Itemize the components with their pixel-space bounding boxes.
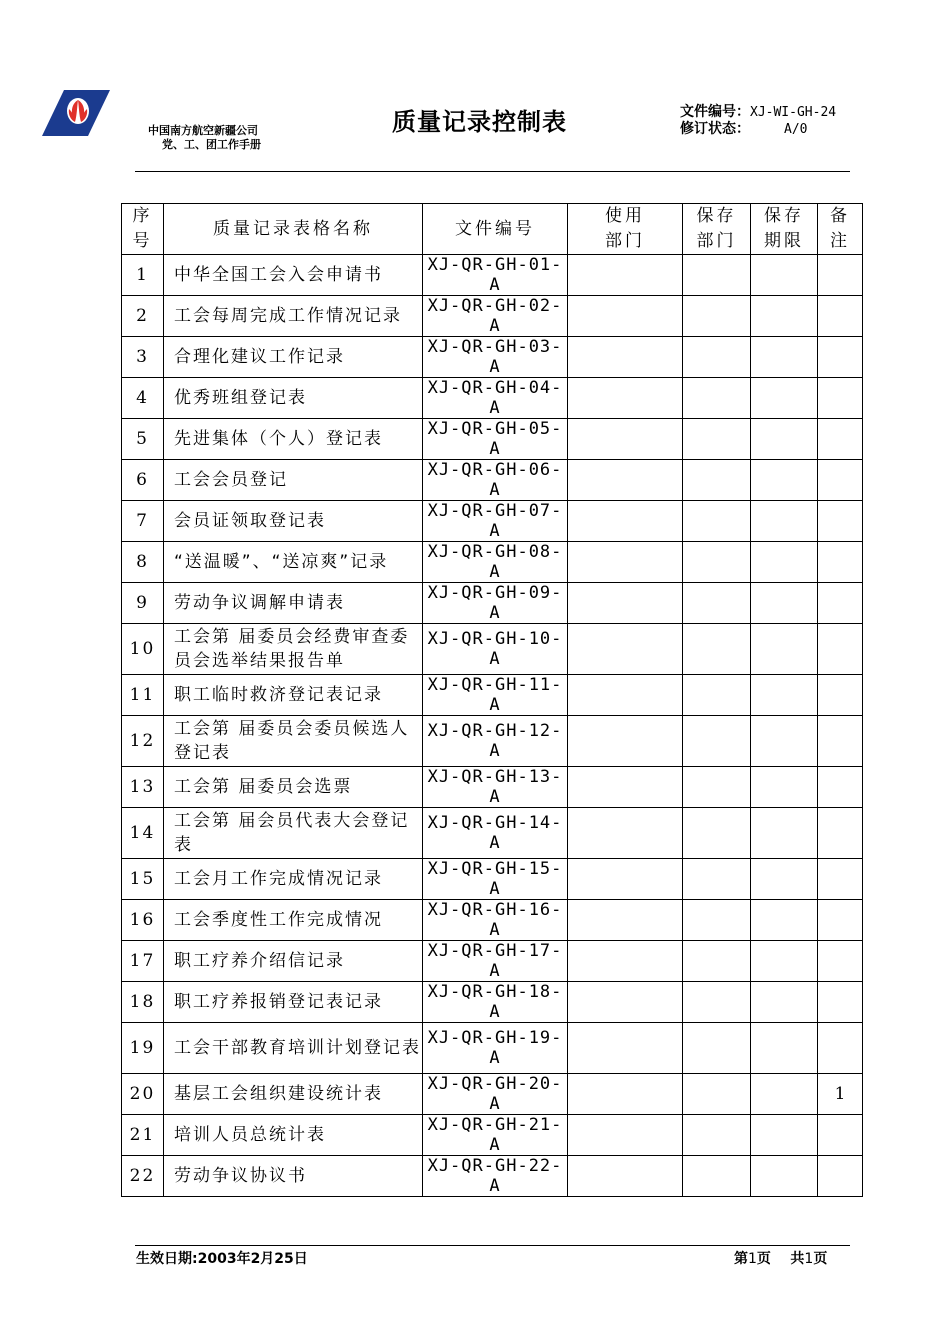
row-note (818, 767, 863, 808)
row-seq: 7 (122, 501, 164, 542)
row-use-dept (568, 378, 683, 419)
table-header-row (122, 204, 863, 255)
row-keep-period (751, 501, 818, 542)
row-keep-dept (683, 1115, 751, 1156)
row-seq: 11 (122, 675, 164, 716)
row-name: 工会第 届会员代表大会登记表 (164, 808, 423, 859)
doc-no-label: 文件编号： (680, 104, 750, 120)
header-divider (135, 171, 850, 172)
footer-divider (135, 1245, 850, 1246)
row-note (818, 716, 863, 767)
effective-date: 生效日期:2003年2月25日 (136, 1251, 308, 1267)
row-code: XJ-QR-GH-16-A (423, 900, 568, 941)
table-row (122, 982, 863, 1023)
row-name: “送温暖”、“送凉爽”记录 (164, 542, 423, 583)
row-seq: 13 (122, 767, 164, 808)
table-row (122, 378, 863, 419)
row-keep-period (751, 982, 818, 1023)
row-keep-dept (683, 1023, 751, 1074)
row-code: XJ-QR-GH-21-A (423, 1115, 568, 1156)
row-name: 职工临时救济登记表记录 (164, 675, 423, 716)
row-keep-period (751, 255, 818, 296)
row-seq: 3 (122, 337, 164, 378)
records-table (121, 203, 863, 1197)
row-keep-period (751, 460, 818, 501)
row-seq: 8 (122, 542, 164, 583)
row-keep-period (751, 716, 818, 767)
row-code: XJ-QR-GH-08-A (423, 542, 568, 583)
row-keep-dept (683, 808, 751, 859)
row-seq: 12 (122, 716, 164, 767)
row-keep-dept (683, 900, 751, 941)
row-use-dept (568, 1074, 683, 1115)
row-code: XJ-QR-GH-07-A (423, 501, 568, 542)
row-seq: 10 (122, 624, 164, 675)
page-title: 质量记录控制表 (392, 108, 567, 136)
row-keep-period (751, 900, 818, 941)
row-keep-period (751, 296, 818, 337)
table-row (122, 624, 863, 675)
row-keep-period (751, 808, 818, 859)
header-use-dept: 使用 部门 (568, 204, 683, 255)
row-use-dept (568, 982, 683, 1023)
table-row (122, 767, 863, 808)
row-keep-dept (683, 419, 751, 460)
row-code: XJ-QR-GH-18-A (423, 982, 568, 1023)
table-row (122, 296, 863, 337)
row-keep-dept (683, 982, 751, 1023)
header-code: 文件编号 (423, 204, 568, 255)
row-code: XJ-QR-GH-11-A (423, 675, 568, 716)
row-seq: 5 (122, 419, 164, 460)
company-line-2: 党、工、团工作手册 (162, 138, 261, 151)
table-row (122, 542, 863, 583)
row-seq: 20 (122, 1074, 164, 1115)
row-code: XJ-QR-GH-14-A (423, 808, 568, 859)
row-note (818, 542, 863, 583)
revision-value: A/0 (784, 122, 808, 137)
row-use-dept (568, 419, 683, 460)
row-code: XJ-QR-GH-01-A (423, 255, 568, 296)
row-code: XJ-QR-GH-10-A (423, 624, 568, 675)
row-use-dept (568, 501, 683, 542)
row-note (818, 1156, 863, 1197)
row-keep-dept (683, 337, 751, 378)
row-keep-period (751, 624, 818, 675)
row-note (818, 900, 863, 941)
row-use-dept (568, 583, 683, 624)
row-keep-dept (683, 675, 751, 716)
table-row (122, 419, 863, 460)
row-note (818, 419, 863, 460)
row-code: XJ-QR-GH-19-A (423, 1023, 568, 1074)
table-row (122, 1115, 863, 1156)
row-name: 工会季度性工作完成情况 (164, 900, 423, 941)
row-use-dept (568, 675, 683, 716)
row-seq: 4 (122, 378, 164, 419)
row-note (818, 982, 863, 1023)
row-seq: 17 (122, 941, 164, 982)
row-seq: 21 (122, 1115, 164, 1156)
row-use-dept (568, 1023, 683, 1074)
row-use-dept (568, 859, 683, 900)
row-code: XJ-QR-GH-02-A (423, 296, 568, 337)
row-keep-period (751, 1156, 818, 1197)
row-seq: 22 (122, 1156, 164, 1197)
row-keep-dept (683, 255, 751, 296)
row-note (818, 255, 863, 296)
table-row (122, 1156, 863, 1197)
company-logo-icon (42, 90, 110, 136)
table-row (122, 941, 863, 982)
row-note (818, 378, 863, 419)
page-number: 第1页 共1页 (734, 1251, 828, 1267)
row-code: XJ-QR-GH-03-A (423, 337, 568, 378)
row-note (818, 460, 863, 501)
row-seq: 18 (122, 982, 164, 1023)
row-name: 职工疗养介绍信记录 (164, 941, 423, 982)
row-seq: 6 (122, 460, 164, 501)
row-keep-period (751, 859, 818, 900)
row-keep-period (751, 583, 818, 624)
row-code: XJ-QR-GH-05-A (423, 419, 568, 460)
row-keep-dept (683, 767, 751, 808)
row-use-dept (568, 255, 683, 296)
doc-no-value: XJ-WI-GH-24 (750, 105, 837, 120)
row-keep-period (751, 1074, 818, 1115)
table-row (122, 716, 863, 767)
row-use-dept (568, 624, 683, 675)
header-keep-dept: 保存 部门 (683, 204, 751, 255)
row-keep-period (751, 675, 818, 716)
row-note (818, 808, 863, 859)
row-code: XJ-QR-GH-09-A (423, 583, 568, 624)
table-row (122, 1074, 863, 1115)
row-keep-dept (683, 1156, 751, 1197)
row-name: 先进集体（个人）登记表 (164, 419, 423, 460)
row-note (818, 583, 863, 624)
row-seq: 1 (122, 255, 164, 296)
row-keep-period (751, 767, 818, 808)
row-keep-period (751, 1115, 818, 1156)
row-use-dept (568, 296, 683, 337)
table-row (122, 501, 863, 542)
row-keep-period (751, 378, 818, 419)
row-use-dept (568, 460, 683, 501)
row-seq: 15 (122, 859, 164, 900)
row-seq: 19 (122, 1023, 164, 1074)
row-keep-dept (683, 624, 751, 675)
row-note (818, 501, 863, 542)
row-keep-dept (683, 1074, 751, 1115)
table-row (122, 1023, 863, 1074)
row-use-dept (568, 767, 683, 808)
company-line-1: 中国南方航空新疆公司 (148, 124, 258, 137)
row-note (818, 859, 863, 900)
row-name: 劳动争议调解申请表 (164, 583, 423, 624)
table-row (122, 460, 863, 501)
row-seq: 9 (122, 583, 164, 624)
row-keep-dept (683, 296, 751, 337)
table-row (122, 900, 863, 941)
header-name: 质量记录表格名称 (164, 204, 423, 255)
row-use-dept (568, 1156, 683, 1197)
row-use-dept (568, 1115, 683, 1156)
row-use-dept (568, 808, 683, 859)
row-use-dept (568, 337, 683, 378)
row-keep-period (751, 337, 818, 378)
row-name: 工会干部教育培训计划登记表 (164, 1023, 423, 1074)
row-use-dept (568, 900, 683, 941)
row-name: 劳动争议协议书 (164, 1156, 423, 1197)
table-row (122, 675, 863, 716)
header-note: 备 注 (818, 204, 863, 255)
row-note (818, 1023, 863, 1074)
row-code: XJ-QR-GH-17-A (423, 941, 568, 982)
row-code: XJ-QR-GH-13-A (423, 767, 568, 808)
row-note (818, 624, 863, 675)
row-note (818, 296, 863, 337)
row-keep-dept (683, 501, 751, 542)
row-code: XJ-QR-GH-12-A (423, 716, 568, 767)
row-name: 中华全国工会入会申请书 (164, 255, 423, 296)
row-name: 工会第 届委员会经费审查委员会选举结果报告单 (164, 624, 423, 675)
row-name: 工会月工作完成情况记录 (164, 859, 423, 900)
row-name: 工会会员登记 (164, 460, 423, 501)
row-note (818, 1115, 863, 1156)
table-row (122, 808, 863, 859)
row-use-dept (568, 716, 683, 767)
row-use-dept (568, 941, 683, 982)
row-keep-dept (683, 716, 751, 767)
row-code: XJ-QR-GH-04-A (423, 378, 568, 419)
row-keep-dept (683, 583, 751, 624)
row-keep-period (751, 941, 818, 982)
row-name: 优秀班组登记表 (164, 378, 423, 419)
row-keep-period (751, 1023, 818, 1074)
row-note (818, 337, 863, 378)
table-row (122, 255, 863, 296)
row-name: 工会第 届委员会选票 (164, 767, 423, 808)
table-row (122, 337, 863, 378)
row-use-dept (568, 542, 683, 583)
company-name (148, 124, 261, 152)
document-info (680, 104, 836, 138)
revision-label: 修订状态： (680, 121, 750, 137)
table-row (122, 859, 863, 900)
row-keep-period (751, 419, 818, 460)
row-note (818, 941, 863, 982)
row-code: XJ-QR-GH-20-A (423, 1074, 568, 1115)
row-name: 职工疗养报销登记表记录 (164, 982, 423, 1023)
row-keep-period (751, 542, 818, 583)
row-keep-dept (683, 460, 751, 501)
row-keep-dept (683, 859, 751, 900)
row-seq: 2 (122, 296, 164, 337)
row-name: 基层工会组织建设统计表 (164, 1074, 423, 1115)
header-keep-period: 保存 期限 (751, 204, 818, 255)
row-name: 合理化建议工作记录 (164, 337, 423, 378)
row-keep-dept (683, 542, 751, 583)
row-name: 培训人员总统计表 (164, 1115, 423, 1156)
row-seq: 14 (122, 808, 164, 859)
row-name: 工会每周完成工作情况记录 (164, 296, 423, 337)
row-seq: 16 (122, 900, 164, 941)
row-keep-dept (683, 941, 751, 982)
row-note (818, 675, 863, 716)
row-note: 1 (818, 1074, 863, 1115)
header-seq: 序 号 (122, 204, 164, 255)
row-name: 工会第 届委员会委员候选人登记表 (164, 716, 423, 767)
row-code: XJ-QR-GH-06-A (423, 460, 568, 501)
row-keep-dept (683, 378, 751, 419)
row-name: 会员证领取登记表 (164, 501, 423, 542)
table-row (122, 583, 863, 624)
row-code: XJ-QR-GH-15-A (423, 859, 568, 900)
row-code: XJ-QR-GH-22-A (423, 1156, 568, 1197)
